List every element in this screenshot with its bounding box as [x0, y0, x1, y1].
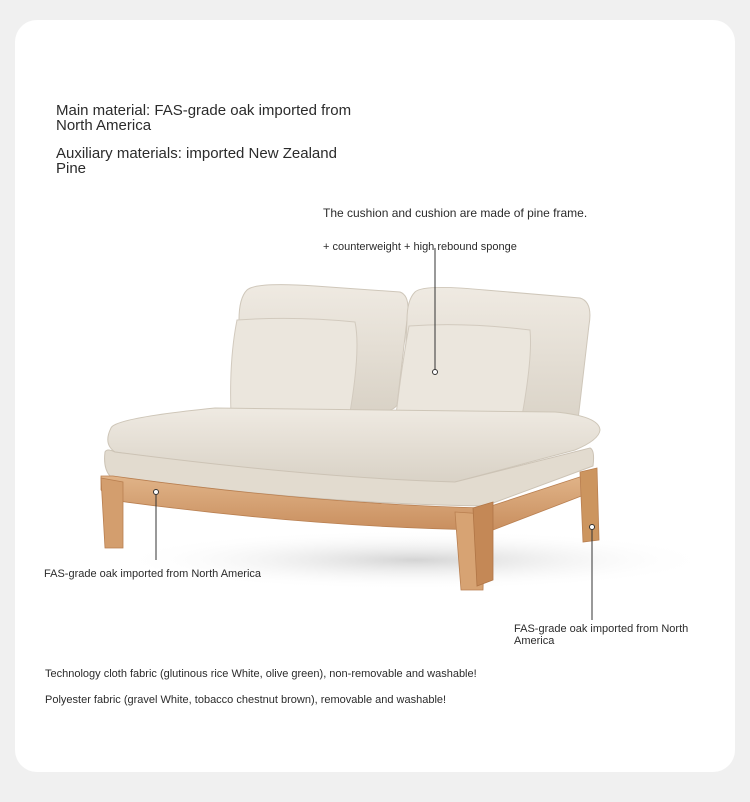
- oak-left-callout-dot: [154, 490, 159, 495]
- sponge-callout-dot: [433, 370, 438, 375]
- product-card: [15, 20, 735, 772]
- polyester-fabric-text: Polyester fabric (gravel White, tobacco chestnut brown), removable and washable!: [45, 694, 447, 706]
- sponge-callout: + counterweight + high rebound sponge: [323, 241, 517, 253]
- cushion-frame-callout: The cushion and cushion are made of pine frame.: [323, 206, 588, 220]
- floor-shadow: [115, 530, 715, 590]
- sofa-illustration: [15, 20, 735, 772]
- oak-leg-front-left: [101, 478, 123, 548]
- oak-right-callout-dot: [590, 525, 595, 530]
- auxiliary-material-text: Auxiliary materials: imported New Zealand Pine: [56, 145, 337, 177]
- oak-leg-side: [473, 502, 493, 586]
- oak-left-callout: FAS-grade oak imported from North America: [44, 568, 262, 580]
- oak-leg-back-right: [580, 468, 599, 542]
- throw-pillow-left: [231, 318, 357, 419]
- technology-cloth-text: Technology cloth fabric (glutinous rice White, olive green), non-removable and washable!: [45, 668, 477, 680]
- oak-right-callout: FAS-grade oak imported from North America: [514, 623, 689, 647]
- main-material-text: Main material: FAS-grade oak imported from North America: [56, 102, 352, 134]
